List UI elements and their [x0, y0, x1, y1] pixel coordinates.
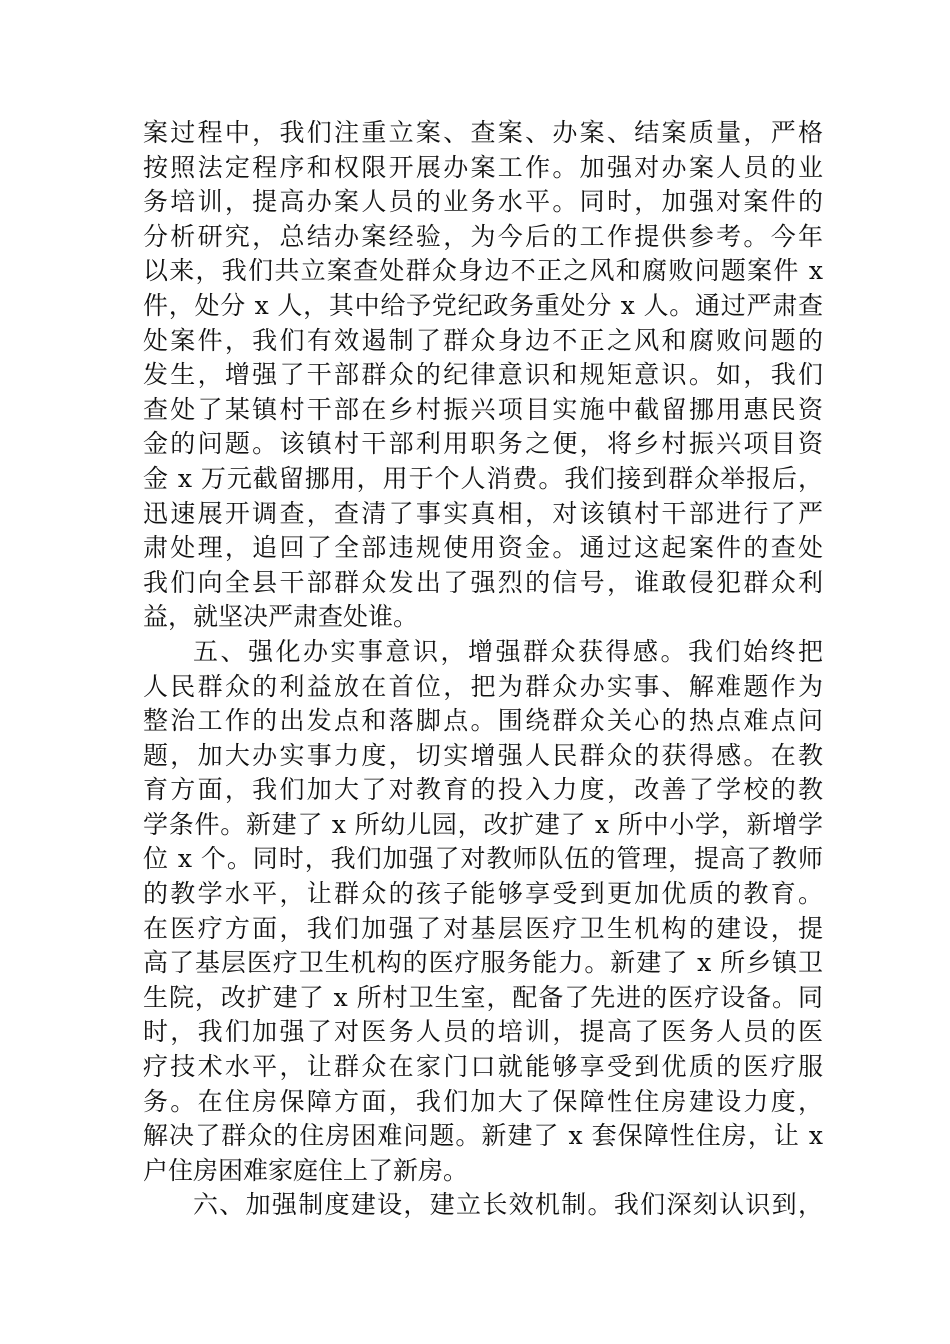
paragraph-1-line: 以来，我们共立案查处群众身边不正之风和腐败问题案件 x — [143, 256, 823, 286]
paragraph-2-line: 位 x 个。同时，我们加强了对教师队伍的管理，提高了教师 — [143, 844, 823, 874]
paragraph-1-line: 按照法定程序和权限开展办案工作。加强对办案人员的业 — [143, 152, 823, 182]
paragraph-2-line: 疗技术水平，让群众在家门口就能够享受到优质的医疗服 — [143, 1052, 823, 1082]
paragraph-1-line: 分析研究，总结办案经验，为今后的工作提供参考。今年 — [143, 221, 823, 251]
paragraph-1-line: 金 x 万元截留挪用，用于个人消费。我们接到群众举报后， — [143, 463, 823, 493]
paragraph-2-line: 生院，改扩建了 x 所村卫生室，配备了先进的医疗设备。同 — [143, 982, 823, 1012]
paragraph-2-line: 的教学水平，让群众的孩子能够享受到更加优质的教育。 — [143, 879, 823, 909]
paragraph-1-line: 件，处分 x 人，其中给予党纪政务重处分 x 人。通过严肃查 — [143, 290, 823, 320]
paragraph-1-line: 处案件，我们有效遏制了群众身边不正之风和腐败问题的 — [143, 325, 823, 355]
document-body — [143, 116, 823, 1223]
paragraph-1-line: 查处了某镇村干部在乡村振兴项目实施中截留挪用惠民资 — [143, 394, 823, 424]
paragraph-2-line: 时，我们加强了对医务人员的培训，提高了医务人员的医 — [143, 1017, 823, 1047]
paragraph-2-line: 在医疗方面，我们加强了对基层医疗卫生机构的建设，提 — [143, 913, 823, 943]
paragraph-3-line: 六、加强制度建设，建立长效机制。我们深刻认识到， — [193, 1190, 823, 1220]
paragraph-1-line: 我们向全县干部群众发出了强烈的信号，谁敢侵犯群众利 — [143, 567, 823, 597]
paragraph-2-line: 题，加大办实事力度，切实增强人民群众的获得感。在教 — [143, 740, 823, 770]
paragraph-1-line: 迅速展开调查，查清了事实真相，对该镇村干部进行了严 — [143, 498, 823, 528]
paragraph-2-line: 育方面，我们加大了对教育的投入力度，改善了学校的教 — [143, 775, 823, 805]
paragraph-2-line: 五、强化办实事意识，增强群众获得感。我们始终把 — [193, 636, 823, 666]
paragraph-2-line: 整治工作的出发点和落脚点。围绕群众关心的热点难点问 — [143, 706, 823, 736]
paragraph-1-line: 金的问题。该镇村干部利用职务之便，将乡村振兴项目资 — [143, 429, 823, 459]
paragraph-2-line: 人民群众的利益放在首位，把为群众办实事、解难题作为 — [143, 671, 823, 701]
paragraph-2-line: 高了基层医疗卫生机构的医疗服务能力。新建了 x 所乡镇卫 — [143, 948, 823, 978]
paragraph-2-line: 务。在住房保障方面，我们加大了保障性住房建设力度， — [143, 1086, 823, 1116]
paragraph-1-line: 务培训，提高办案人员的业务水平。同时，加强对案件的 — [143, 187, 823, 217]
paragraph-1-line: 发生，增强了干部群众的纪律意识和规矩意识。如，我们 — [143, 360, 823, 390]
paragraph-1-line: 案过程中，我们注重立案、查案、办案、结案质量，严格 — [143, 118, 823, 147]
paragraph-1-line: 肃处理，追回了全部违规使用资金。通过这起案件的查处 — [143, 533, 823, 563]
paragraph-1-line: 益，就坚决严肃查处谁。 — [143, 602, 419, 632]
paragraph-2-line: 户住房困难家庭住上了新房。 — [143, 1155, 469, 1185]
paragraph-2-line: 学条件。新建了 x 所幼儿园，改扩建了 x 所中小学，新增学 — [143, 809, 823, 839]
paragraph-2-line: 解决了群众的住房困难问题。新建了 x 套保障性住房，让 x — [143, 1121, 823, 1151]
